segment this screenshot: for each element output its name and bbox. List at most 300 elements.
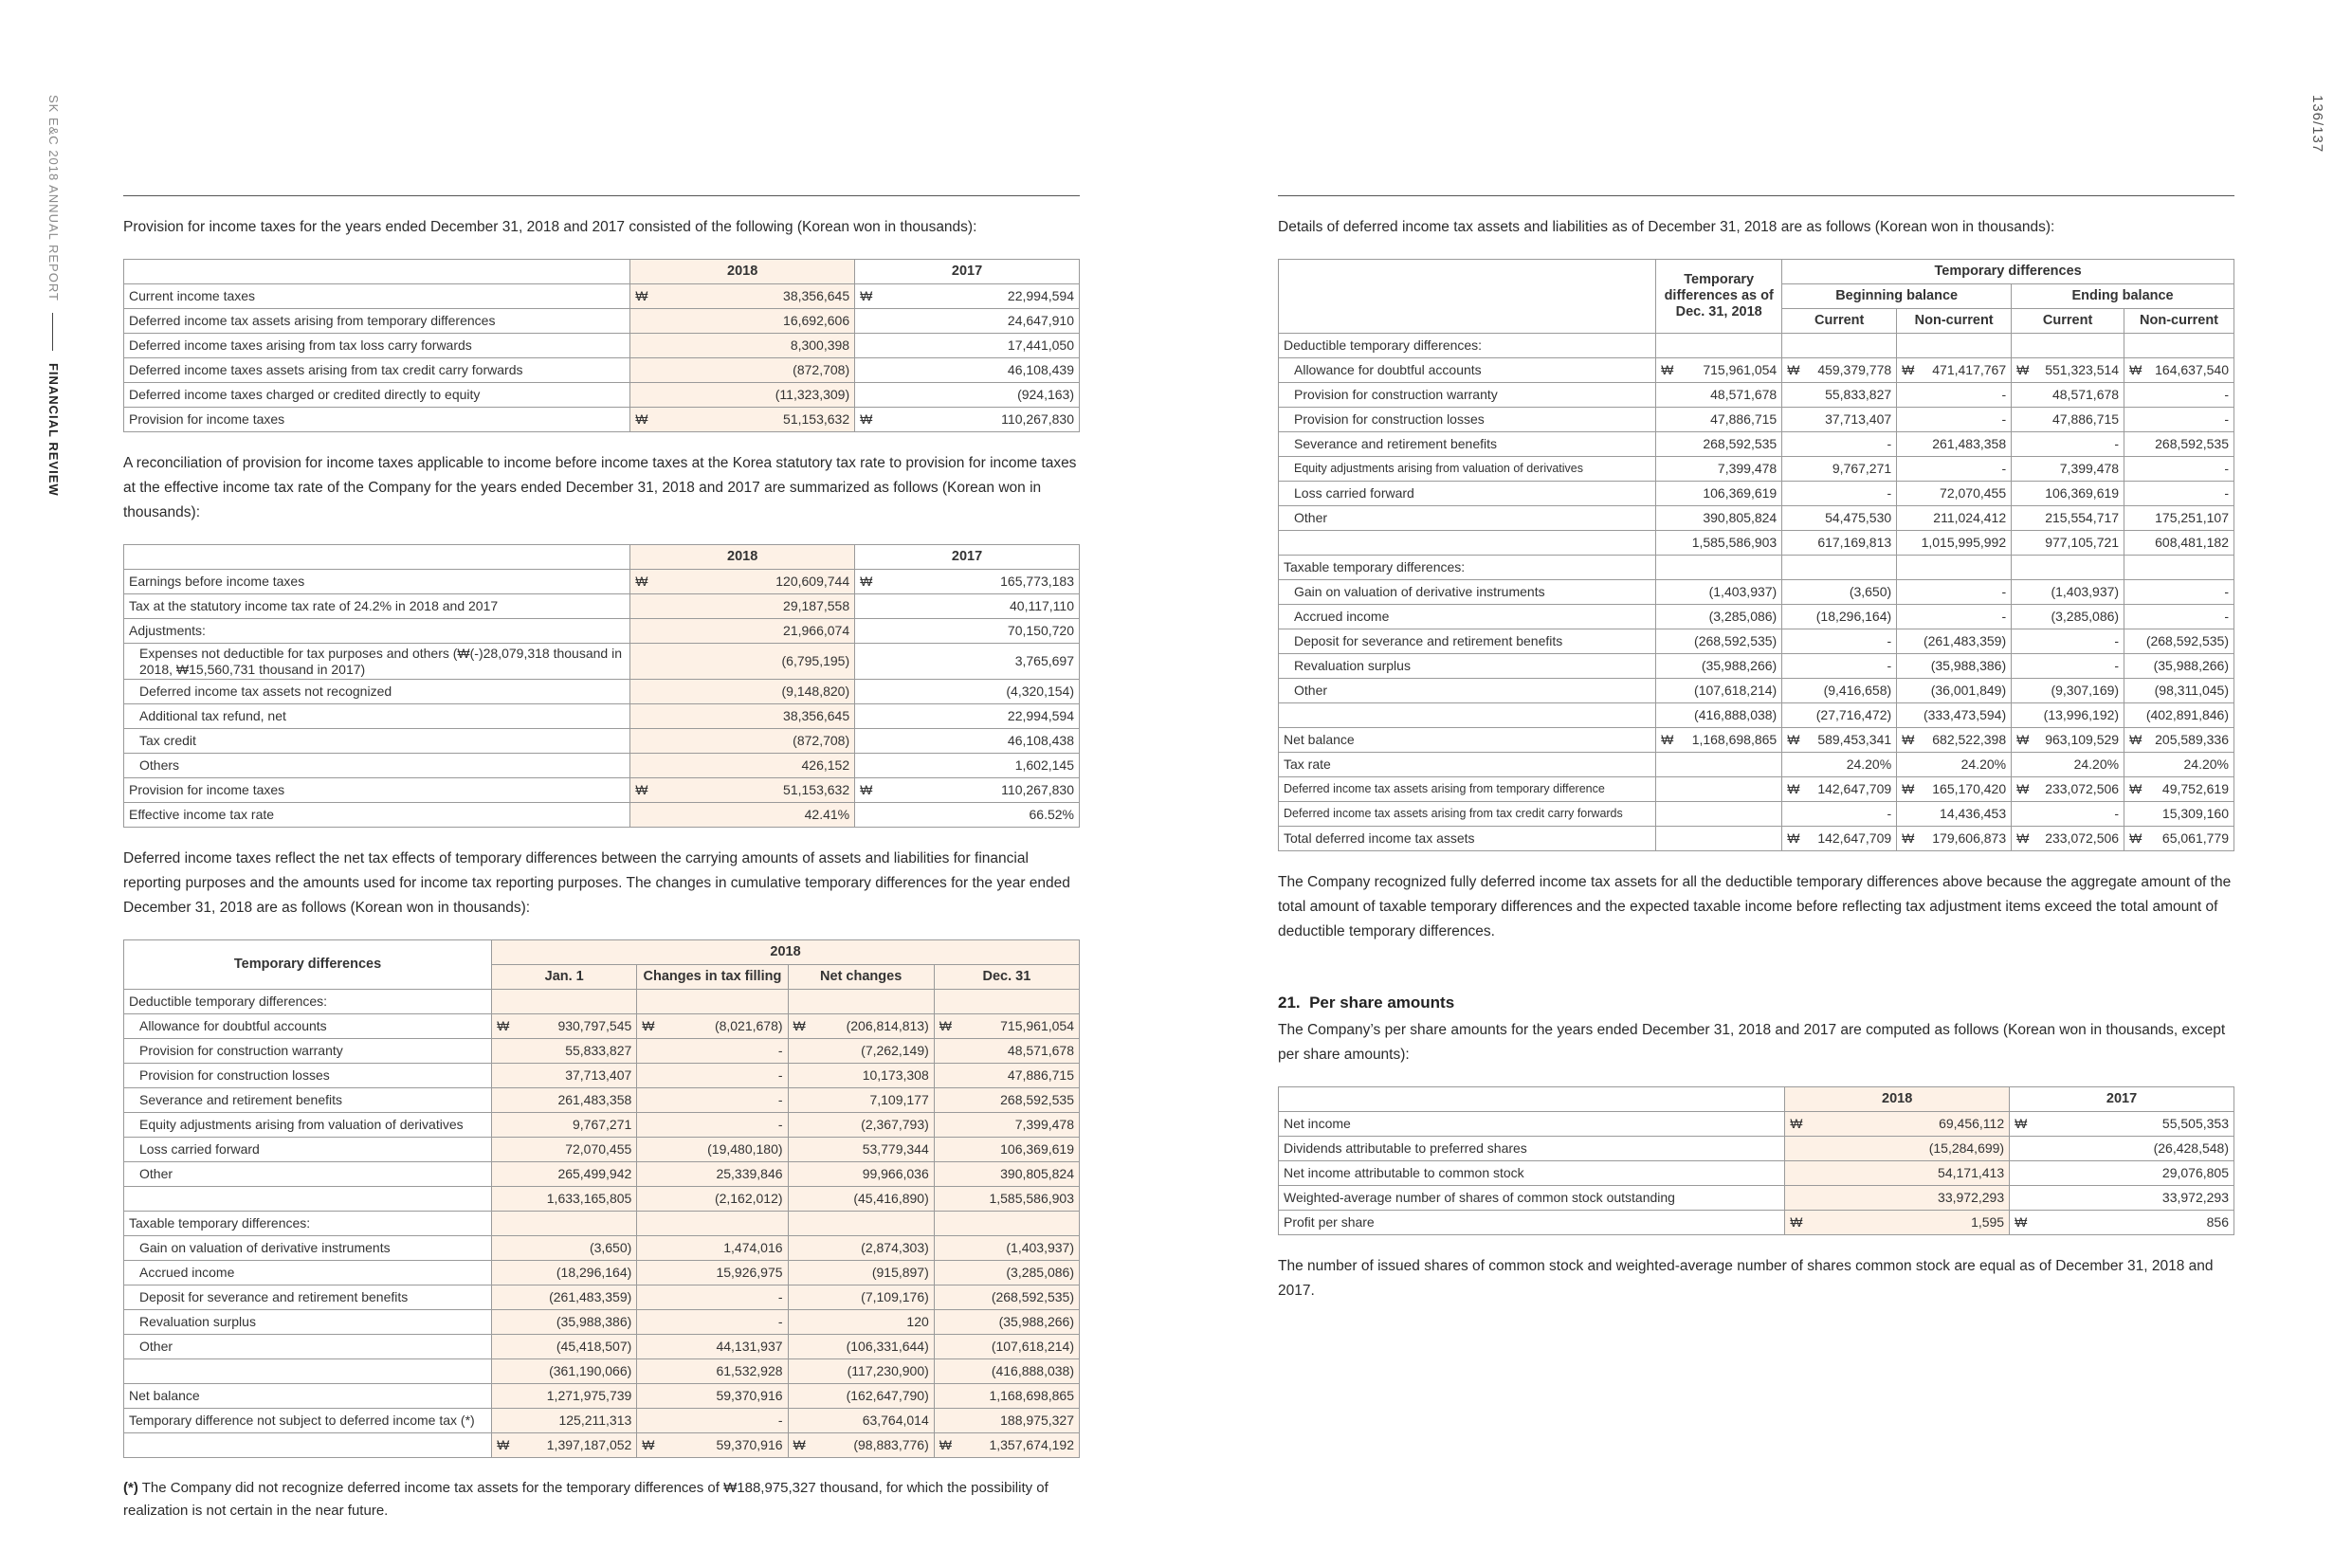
currency-symbol [635, 337, 641, 353]
currency-symbol: ₩ [2129, 732, 2142, 748]
value-cell [855, 803, 1080, 828]
value-cell [2012, 654, 2124, 679]
value-cell [934, 1162, 1079, 1187]
value-text: (117,230,900) [847, 1363, 929, 1379]
table-row [124, 594, 1080, 619]
value-wrap [635, 653, 849, 668]
row-label [124, 1433, 492, 1458]
value-cell [788, 1113, 934, 1138]
value-wrap [860, 684, 1074, 699]
value-cell [1656, 457, 1782, 482]
value-wrap [1661, 707, 1777, 722]
value-cell [1782, 654, 1897, 679]
value-wrap [1661, 461, 1777, 476]
value-wrap [2129, 707, 2229, 722]
value-wrap [642, 1413, 782, 1428]
value-text: 55,833,827 [1825, 387, 1892, 403]
table-row [124, 644, 1080, 680]
value-cell [1656, 580, 1782, 605]
value-text: 24.20% [1960, 757, 2007, 773]
value-wrap [2016, 387, 2119, 402]
currency-symbol [939, 1117, 945, 1132]
value-text: 54,171,413 [1938, 1165, 2005, 1181]
currency-symbol [1787, 633, 1793, 648]
value-wrap [2129, 510, 2229, 525]
currency-symbol [497, 1092, 502, 1107]
value-cell [637, 1261, 788, 1285]
value-text: 44,131,937 [716, 1339, 783, 1355]
value-cell [934, 1261, 1079, 1285]
value-cell [630, 644, 855, 680]
value-cell [492, 1433, 637, 1458]
value-wrap [860, 411, 1074, 427]
table-row [1279, 827, 2234, 851]
currency-symbol [860, 653, 866, 668]
row-label: Deferred income taxes charged or credited directly to equity [124, 383, 630, 408]
currency-symbol [793, 1363, 799, 1378]
value-cell [855, 383, 1080, 408]
value-wrap [2016, 362, 2119, 377]
row-label: Deductible temporary differences: [124, 990, 492, 1014]
value-cell [1656, 753, 1782, 777]
value-wrap [2129, 461, 2229, 476]
row-label: Temporary difference not subject to deferred income tax (*) [124, 1409, 492, 1433]
value-text: 66.52% [1029, 807, 1074, 823]
value-cell [934, 1285, 1079, 1310]
value-text: 8,300,398 [790, 337, 850, 354]
value-text: 459,379,778 [1817, 362, 1892, 378]
value-cell [2124, 679, 2234, 703]
currency-symbol: ₩ [2015, 1116, 2028, 1132]
value-text: 233,072,506 [2045, 781, 2120, 797]
value-cell [1897, 728, 2012, 753]
value-cell [788, 1236, 934, 1261]
value-text: 165,773,183 [1000, 574, 1074, 590]
recognition-paragraph: The Company recognized fully deferred income tax assets for all the deductible temporary differences above because the aggregate amount of the total amount of taxable temporary differences and the expected taxable income before reflecting tax adjustment items exceed the total amount of deductible temporary differences. [1278, 874, 2232, 939]
value-cell [637, 1039, 788, 1064]
header-blank [124, 260, 630, 284]
currency-symbol [497, 1388, 502, 1403]
subheader-1: Non-current [1897, 309, 2012, 334]
currency-symbol [793, 1141, 799, 1157]
currency-symbol [1787, 707, 1793, 722]
value-wrap [642, 1265, 782, 1280]
value-text: 37,713,407 [565, 1067, 632, 1084]
value-text: 390,805,824 [1703, 510, 1778, 526]
value-cell [492, 1310, 637, 1335]
currency-symbol: ₩ [2129, 830, 2142, 847]
row-label: Other [1279, 679, 1656, 703]
value-wrap [1902, 485, 2006, 501]
value-cell [1785, 1186, 2010, 1211]
value-cell [492, 1212, 637, 1236]
currency-symbol: ₩ [1790, 1214, 1803, 1231]
value-text: 9,767,271 [573, 1117, 632, 1133]
value-text: - [2224, 609, 2229, 625]
value-text: (35,988,386) [556, 1314, 632, 1330]
header-row [124, 940, 1080, 965]
value-cell [1897, 580, 2012, 605]
value-cell [630, 358, 855, 383]
value-text: 1,633,165,805 [546, 1191, 632, 1207]
value-cell [2010, 1211, 2234, 1235]
value-text: (3,650) [589, 1240, 632, 1256]
value-text: 21,966,074 [783, 623, 850, 639]
value-wrap [1787, 732, 1891, 747]
header-beginning: Beginning balance [1782, 284, 2012, 309]
value-wrap [939, 1240, 1074, 1255]
currency-symbol [793, 1388, 799, 1403]
value-cell [2124, 605, 2234, 629]
currency-symbol [1787, 658, 1793, 673]
value-text: (416,888,038) [1694, 707, 1778, 723]
currency-symbol: ₩ [497, 1437, 510, 1453]
value-cell [2012, 629, 2124, 654]
value-cell [1656, 827, 1782, 851]
currency-symbol [1787, 806, 1793, 821]
value-wrap [1902, 830, 2006, 846]
currency-symbol [2016, 461, 2022, 476]
value-text: (4,320,154) [1006, 684, 1074, 700]
value-cell [1897, 457, 2012, 482]
currency-symbol [497, 1265, 502, 1280]
header-2017: 2017 [855, 545, 1080, 570]
value-text: (15,284,699) [1928, 1140, 2005, 1157]
value-wrap [642, 1067, 782, 1083]
value-text: 930,797,545 [557, 1018, 632, 1034]
currency-symbol [635, 387, 641, 402]
table-row [124, 1039, 1080, 1064]
value-cell [1897, 432, 2012, 457]
value-cell [2012, 432, 2124, 457]
value-wrap [2129, 436, 2229, 451]
value-cell [2012, 728, 2124, 753]
currency-symbol [497, 1191, 502, 1206]
value-text: 37,713,407 [1825, 411, 1892, 428]
value-text: (45,416,890) [853, 1191, 929, 1207]
value-wrap [1787, 683, 1891, 698]
value-text: - [1887, 633, 1892, 649]
row-label: Deferred income taxes assets arising from tax credit carry forwards [124, 358, 630, 383]
value-text: 1,271,975,739 [546, 1388, 632, 1404]
currency-symbol [1787, 485, 1793, 501]
value-text: (7,262,149) [861, 1043, 929, 1059]
value-cell [492, 1039, 637, 1064]
currency-symbol [793, 1265, 799, 1280]
value-wrap [635, 362, 849, 377]
currency-symbol [635, 362, 641, 377]
value-cell [1897, 506, 2012, 531]
row-label: Accrued income [124, 1261, 492, 1285]
value-cell [492, 1187, 637, 1212]
value-cell [855, 284, 1080, 309]
value-wrap [939, 1092, 1074, 1107]
right-column [1278, 195, 2234, 1304]
value-text: 715,961,054 [1703, 362, 1778, 378]
value-wrap [2129, 830, 2229, 846]
value-text: - [2001, 609, 2007, 625]
currency-symbol: ₩ [2016, 362, 2030, 378]
value-wrap [1902, 732, 2006, 747]
value-text: 29,187,558 [783, 598, 850, 614]
currency-symbol [635, 653, 641, 668]
value-wrap [1787, 584, 1891, 599]
table-row [124, 1113, 1080, 1138]
value-text: - [2114, 658, 2120, 674]
value-cell [934, 1088, 1079, 1113]
value-cell [2124, 827, 2234, 851]
value-wrap [1902, 387, 2006, 402]
currency-symbol [2129, 535, 2135, 550]
currency-symbol [1902, 411, 1907, 427]
value-cell [1782, 802, 1897, 827]
currency-symbol: ₩ [793, 1437, 806, 1453]
currency-symbol [1787, 683, 1793, 698]
value-text: 65,061,779 [2161, 830, 2229, 847]
currency-symbol [642, 1265, 647, 1280]
currency-symbol [1661, 387, 1667, 402]
value-cell [1782, 679, 1897, 703]
table-row [124, 1064, 1080, 1088]
row-label: Adjustments: [124, 619, 630, 644]
value-cell [1785, 1211, 2010, 1235]
row-label: Deferred income tax assets arising from temporary difference [1279, 777, 1656, 802]
value-cell [1656, 802, 1782, 827]
value-wrap [939, 1314, 1074, 1329]
value-cell [1897, 827, 2012, 851]
value-wrap [635, 623, 849, 638]
value-cell [492, 1088, 637, 1113]
value-text: 99,966,036 [862, 1166, 929, 1182]
value-text: - [2114, 436, 2120, 452]
value-wrap [2016, 707, 2119, 722]
provision-table [123, 259, 1080, 432]
value-wrap [1787, 485, 1891, 501]
value-wrap [497, 1067, 631, 1083]
value-cell [1897, 531, 2012, 556]
value-wrap [1902, 510, 2006, 525]
value-text: 390,805,824 [1000, 1166, 1074, 1182]
value-wrap [635, 313, 849, 328]
value-wrap [635, 337, 849, 353]
value-text: - [777, 1092, 783, 1108]
currency-symbol [635, 598, 641, 613]
value-text: 59,370,916 [716, 1437, 783, 1453]
table-row [124, 1384, 1080, 1409]
value-text: (333,473,594) [1923, 707, 2007, 723]
header-row [124, 545, 1080, 570]
value-cell [788, 1335, 934, 1359]
value-wrap [497, 1363, 631, 1378]
value-wrap [1787, 633, 1891, 648]
value-cell [630, 754, 855, 778]
value-wrap [2129, 609, 2229, 624]
value-cell [2124, 777, 2234, 802]
value-wrap [497, 1043, 631, 1058]
value-wrap [939, 1388, 1074, 1403]
value-text: (11,323,309) [775, 387, 850, 403]
value-cell [788, 1187, 934, 1212]
value-cell [1782, 457, 1897, 482]
value-cell [630, 594, 855, 619]
value-wrap [793, 1043, 929, 1058]
value-text: 106,369,619 [1703, 485, 1778, 501]
value-wrap [635, 757, 849, 773]
currency-symbol: ₩ [1661, 362, 1674, 378]
currency-symbol [793, 1413, 799, 1428]
header-temporary-group: Temporary differences [1782, 260, 2234, 284]
value-text: 233,072,506 [2045, 830, 2120, 847]
value-text: (3,285,086) [2051, 609, 2120, 625]
value-text: (18,296,164) [556, 1265, 632, 1281]
value-text: (8,021,678) [714, 1018, 783, 1034]
value-text: 856 [2206, 1214, 2229, 1231]
currency-symbol [939, 1314, 945, 1329]
table-row [124, 408, 1080, 432]
value-cell [2124, 358, 2234, 383]
row-label: Provision for construction losses [1279, 408, 1656, 432]
table-row [124, 1236, 1080, 1261]
value-wrap [793, 1413, 929, 1428]
value-cell [1782, 580, 1897, 605]
value-cell [1656, 408, 1782, 432]
value-cell [1656, 358, 1782, 383]
intro-per-share: The Company’s per share amounts for the years ended December 31, 2018 and 2017 are computed as follows (Korean won in thousands, except per share amounts): [1278, 1022, 2226, 1063]
value-cell [2012, 580, 2124, 605]
currency-symbol [497, 1117, 502, 1132]
footnote-mark: (*) [123, 1480, 138, 1496]
value-text: 25,339,846 [716, 1166, 783, 1182]
table-row [124, 1433, 1080, 1458]
value-text: 24.20% [1846, 757, 1892, 773]
table-row [124, 1261, 1080, 1285]
value-cell [788, 1310, 934, 1335]
row-label: Total deferred income tax assets [1279, 827, 1656, 851]
value-wrap [497, 1117, 631, 1132]
value-wrap [642, 1092, 782, 1107]
currency-symbol: ₩ [2015, 1214, 2028, 1231]
table-row [124, 729, 1080, 754]
top-rule [1278, 195, 2234, 196]
value-wrap [939, 1018, 1074, 1033]
value-text: 24.20% [2183, 757, 2229, 773]
value-text: 51,153,632 [783, 782, 850, 798]
row-label: Allowance for doubtful accounts [1279, 358, 1656, 383]
row-label: Net balance [1279, 728, 1656, 753]
value-cell [855, 729, 1080, 754]
value-text: (107,618,214) [991, 1339, 1074, 1355]
table-row [124, 383, 1080, 408]
value-text: (3,650) [1849, 584, 1892, 600]
value-cell [637, 1138, 788, 1162]
value-text: 47,886,715 [1710, 411, 1778, 428]
value-wrap [1902, 757, 2006, 772]
value-wrap [2015, 1190, 2229, 1205]
value-wrap [497, 1166, 631, 1181]
row-label: Gain on valuation of derivative instruments [124, 1236, 492, 1261]
currency-symbol [1902, 757, 1907, 772]
value-text: (2,874,303) [861, 1240, 929, 1256]
value-cell [855, 570, 1080, 594]
currency-symbol [939, 1388, 945, 1403]
value-text: 1,602,145 [1014, 757, 1074, 774]
value-cell [1656, 531, 1782, 556]
value-wrap [1787, 707, 1891, 722]
value-text: (9,307,169) [2051, 683, 2120, 699]
row-label: Tax rate [1279, 753, 1656, 777]
value-cell [2124, 482, 2234, 506]
value-cell [1897, 383, 2012, 408]
row-label: Taxable temporary differences: [124, 1212, 492, 1236]
value-text: (2,162,012) [714, 1191, 783, 1207]
currency-symbol: ₩ [2016, 830, 2030, 847]
currency-symbol [2015, 1190, 2020, 1205]
currency-symbol [1902, 485, 1907, 501]
value-wrap [860, 337, 1074, 353]
value-text: (36,001,849) [1930, 683, 2007, 699]
table-row [124, 570, 1080, 594]
currency-symbol: ₩ [1902, 362, 1915, 378]
currency-symbol [793, 1339, 799, 1354]
value-wrap [2016, 683, 2119, 698]
currency-symbol: ₩ [1787, 781, 1800, 797]
value-text: 48,571,678 [1007, 1043, 1074, 1059]
row-label: Other [124, 1335, 492, 1359]
currency-symbol [2129, 683, 2135, 698]
value-text: 63,764,014 [862, 1413, 929, 1429]
left-column [123, 195, 1080, 1522]
value-text: - [2001, 461, 2007, 477]
header-temporary-differences: Temporary differences [124, 940, 492, 990]
value-text: 682,522,398 [1932, 732, 2007, 748]
value-text: (19,480,180) [707, 1141, 783, 1158]
value-wrap [635, 387, 849, 402]
table-row [1279, 703, 2234, 728]
value-text: 1,357,674,192 [989, 1437, 1074, 1453]
value-text: 188,975,327 [1000, 1413, 1074, 1429]
value-text: (915,897) [871, 1265, 929, 1281]
value-text: (35,988,386) [1930, 658, 2007, 674]
value-wrap [1787, 757, 1891, 772]
value-text: 55,505,353 [2161, 1116, 2229, 1132]
value-text: 10,173,308 [862, 1067, 929, 1084]
row-label: Loss carried forward [124, 1138, 492, 1162]
currency-symbol [793, 1289, 799, 1304]
row-label: Expenses not deductible for tax purposes and others (₩(-)28,079,318 thousand in 2018, ₩15,560,731 thousand in 2017) [124, 644, 630, 680]
currency-symbol [635, 708, 641, 723]
value-cell [1782, 432, 1897, 457]
value-text: 9,767,271 [1832, 461, 1892, 477]
currency-symbol [2129, 584, 2135, 599]
currency-symbol [1902, 436, 1907, 451]
value-cell [2010, 1161, 2234, 1186]
value-wrap [860, 387, 1074, 402]
value-cell [637, 1212, 788, 1236]
value-cell [1785, 1161, 2010, 1186]
value-cell [2124, 506, 2234, 531]
value-wrap [860, 782, 1074, 797]
currency-symbol [1787, 757, 1793, 772]
value-wrap [1661, 658, 1777, 673]
currency-symbol: ₩ [1902, 830, 1915, 847]
value-cell [1656, 605, 1782, 629]
table-row [1279, 506, 2234, 531]
table-row [1279, 580, 2234, 605]
value-cell [788, 1433, 934, 1458]
table-row [1279, 1137, 2234, 1161]
currency-symbol [860, 623, 866, 638]
footnote-text: The Company did not recognize deferred income tax assets for the temporary differences of ₩188,975,327 thousand, for which the possibility of realization is not certain in the near future. [123, 1480, 1048, 1519]
